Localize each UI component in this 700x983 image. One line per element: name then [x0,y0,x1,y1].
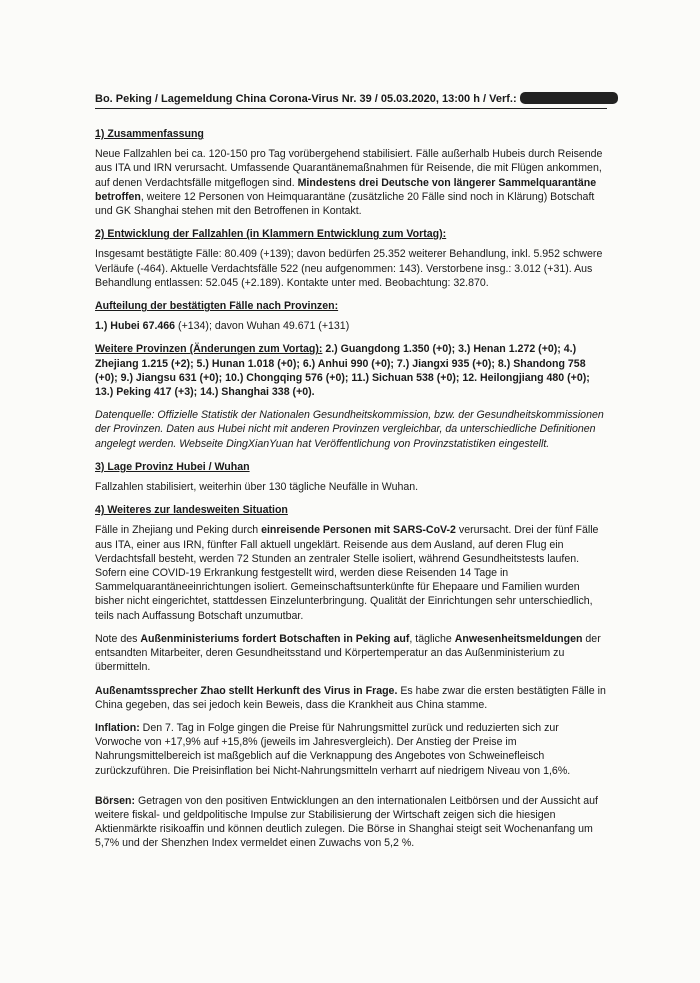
header-title: Bo. Peking / Lagemeldung China Corona-Virus Nr. 39 / 05.03.2020, 13:00 h / Verf.: [95,93,517,105]
hubei-paragraph: 1.) Hubei 67.466 (+134); davon Wuhan 49.671 (+131) [95,320,350,333]
stock-market-paragraph: Börsen: Getragen von den positiven Entwicklungen an den internationalen Leitbörsen und der Aussicht auf weitere fiskal- und geldpolitische Impulse zur Stabilisierung der Wirtschaft zeigen sich die hiesigen Aktienmärkte risikoaffin und können deutlich zulegen. Die Börse in Shanghai steigt seit Wochenanfang um 5,7% und der Shenzhen Index vermeldet einen Zuwachs von 5,2 %. [95,794,598,850]
spokesman-paragraph: Außenamtssprecher Zhao stellt Herkunft des Virus in Frage. Es habe zwar die ersten bestätigten Fälle in China gegeben, das sei jedoch kein Beweis, dass die Krankheit aus China stamme. [95,684,606,711]
ministry-note-paragraph: Note des Außenministeriums fordert Botschaften in Peking auf, tägliche Anwesenheitsmeldungen der entsandten Mitarbeiter, deren Gesundheitsstand und Körpertemperatur an das Außenministerium zu übermitteln. [95,632,601,674]
hubei-situation-paragraph: Fallzahlen stabilisiert, weiterhin über 130 tägliche Neufälle in Wuhan. [95,481,419,494]
data-source-paragraph: Datenquelle: Offizielle Statistik der Nationalen Gesundheitskommission, bzw. der Gesundheitskommissionen der Provinzen. Daten aus Hubei nicht mit anderen Provinzen vergleichbar, da unterschiedliche Definitionen angelegt werden. Webseite DingXianYuan hat Veröffentlichung von Provinzstatistiken eingestellt. [95,409,604,450]
document-header [95,92,607,109]
section-heading-weiteres: 4) Weiteres zur landesweiten Situation [95,504,288,517]
section-heading-fallzahlen: 2) Entwicklung der Fallzahlen (in Klammern Entwicklung zum Vortag): [95,228,447,241]
travellers-paragraph: Fälle in Zhejiang und Peking durch einreisende Personen mit SARS-CoV-2 verursacht. Drei der fünf Fälle aus ITA, einer aus IRN, fünfter Fall aktuell ungeklärt. Reisende aus dem Ausland, auf deren Flug ein Verdachtsfall besteht, werden 72 Stunden an zentraler Stelle isoliert, während Gesundheitstests laufen. Sofern eine COVID-19 Erkrankung festgestellt wird, werden diese Reisenden 14 Tage in Sammelquarantäneeinrichtungen isoliert. Gemeinschaftsunterkünfte für Ehepaare und Familien wurden bisher nicht eingerichtet, stattdessen Einzelunterbringung. Qualität der Einrichtungen sehr unterschiedlich, teils nach Auffassung Botschaft unzumutbar. [95,524,599,622]
redaction-bar [520,92,618,104]
section-heading-provinzen: Aufteilung der bestätigten Fälle nach Provinzen: [95,300,339,313]
case-numbers-paragraph: Insgesamt bestätigte Fälle: 80.409 (+139); davon bedürfen 25.352 weiterer Behandlung, inkl. 5.952 schwere Verläufe (-464). Aktuelle Verdachtsfälle 522 (neu aufgenommen: 143). Verstorbene insg.: 3.012 (+31). Aus Behandlung entlassen: 52.045 (+2.189). Kontakte unter med. Beobachtung: 32.870. [95,248,603,289]
summary-paragraph: Neue Fallzahlen bei ca. 120-150 pro Tag vorübergehend stabilisiert. Fälle außerhalb Hubeis durch Reisende aus ITA und IRN verursacht. Umfassende Quarantänemaßnahmen für Reisende, die mit Flügen ankommen, auf denen Verdachtsfälle mitgeflogen sind. Mindestens drei Deutsche von längerer Sammelquarantäne betroffen, weitere 12 Personen von Heimquarantäne (zusätzliche 20 Fälle sind noch in Klärung) Botschaft und GK Shanghai stehen mit den Betroffenen in Kontakt. [95,148,603,218]
provinces-paragraph: Weitere Provinzen (Änderungen zum Vortag): 2.) Guangdong 1.350 (+0); 3.) Henan 1.272 (+0); 4.) Zhejiang 1.215 (+2); 5.) Hunan 1.018 (+0); 6.) Anhui 990 (+0); 7.) Jiangxi 935 (+0); 8.) Shandong 758 (+0); 9.) Jiangsu 631 (+0); 10.) Chongqing 576 (+0); 11.) Sichuan 538 (+0); 12. Heilongjiang 480 (+0); 13.) Peking 417 (+3); 14.) Shanghai 338 (+0). [95,343,590,399]
section-heading-hubei: 3) Lage Provinz Hubei / Wuhan [95,460,250,473]
document-page [95,92,607,860]
section-heading-zusammenfassung: 1) Zusammenfassung [95,128,204,140]
inflation-paragraph: Inflation: Den 7. Tag in Folge gingen die Preise für Nahrungsmittel zurück und reduzierten sich zur Vorwoche von +17,9% auf +15,8% (jeweils im Jahresvergleich). Der Anstieg der Preise im Nahrungsmittelbereich ist maßgeblich auf die Verknappung des Angebotes von Schweinefleisch zurückzuführen. Die Preisinflation bei Nicht-Nahrungsmitteln verharrt auf niedrigem Niveau von 1,6%. [95,721,571,777]
